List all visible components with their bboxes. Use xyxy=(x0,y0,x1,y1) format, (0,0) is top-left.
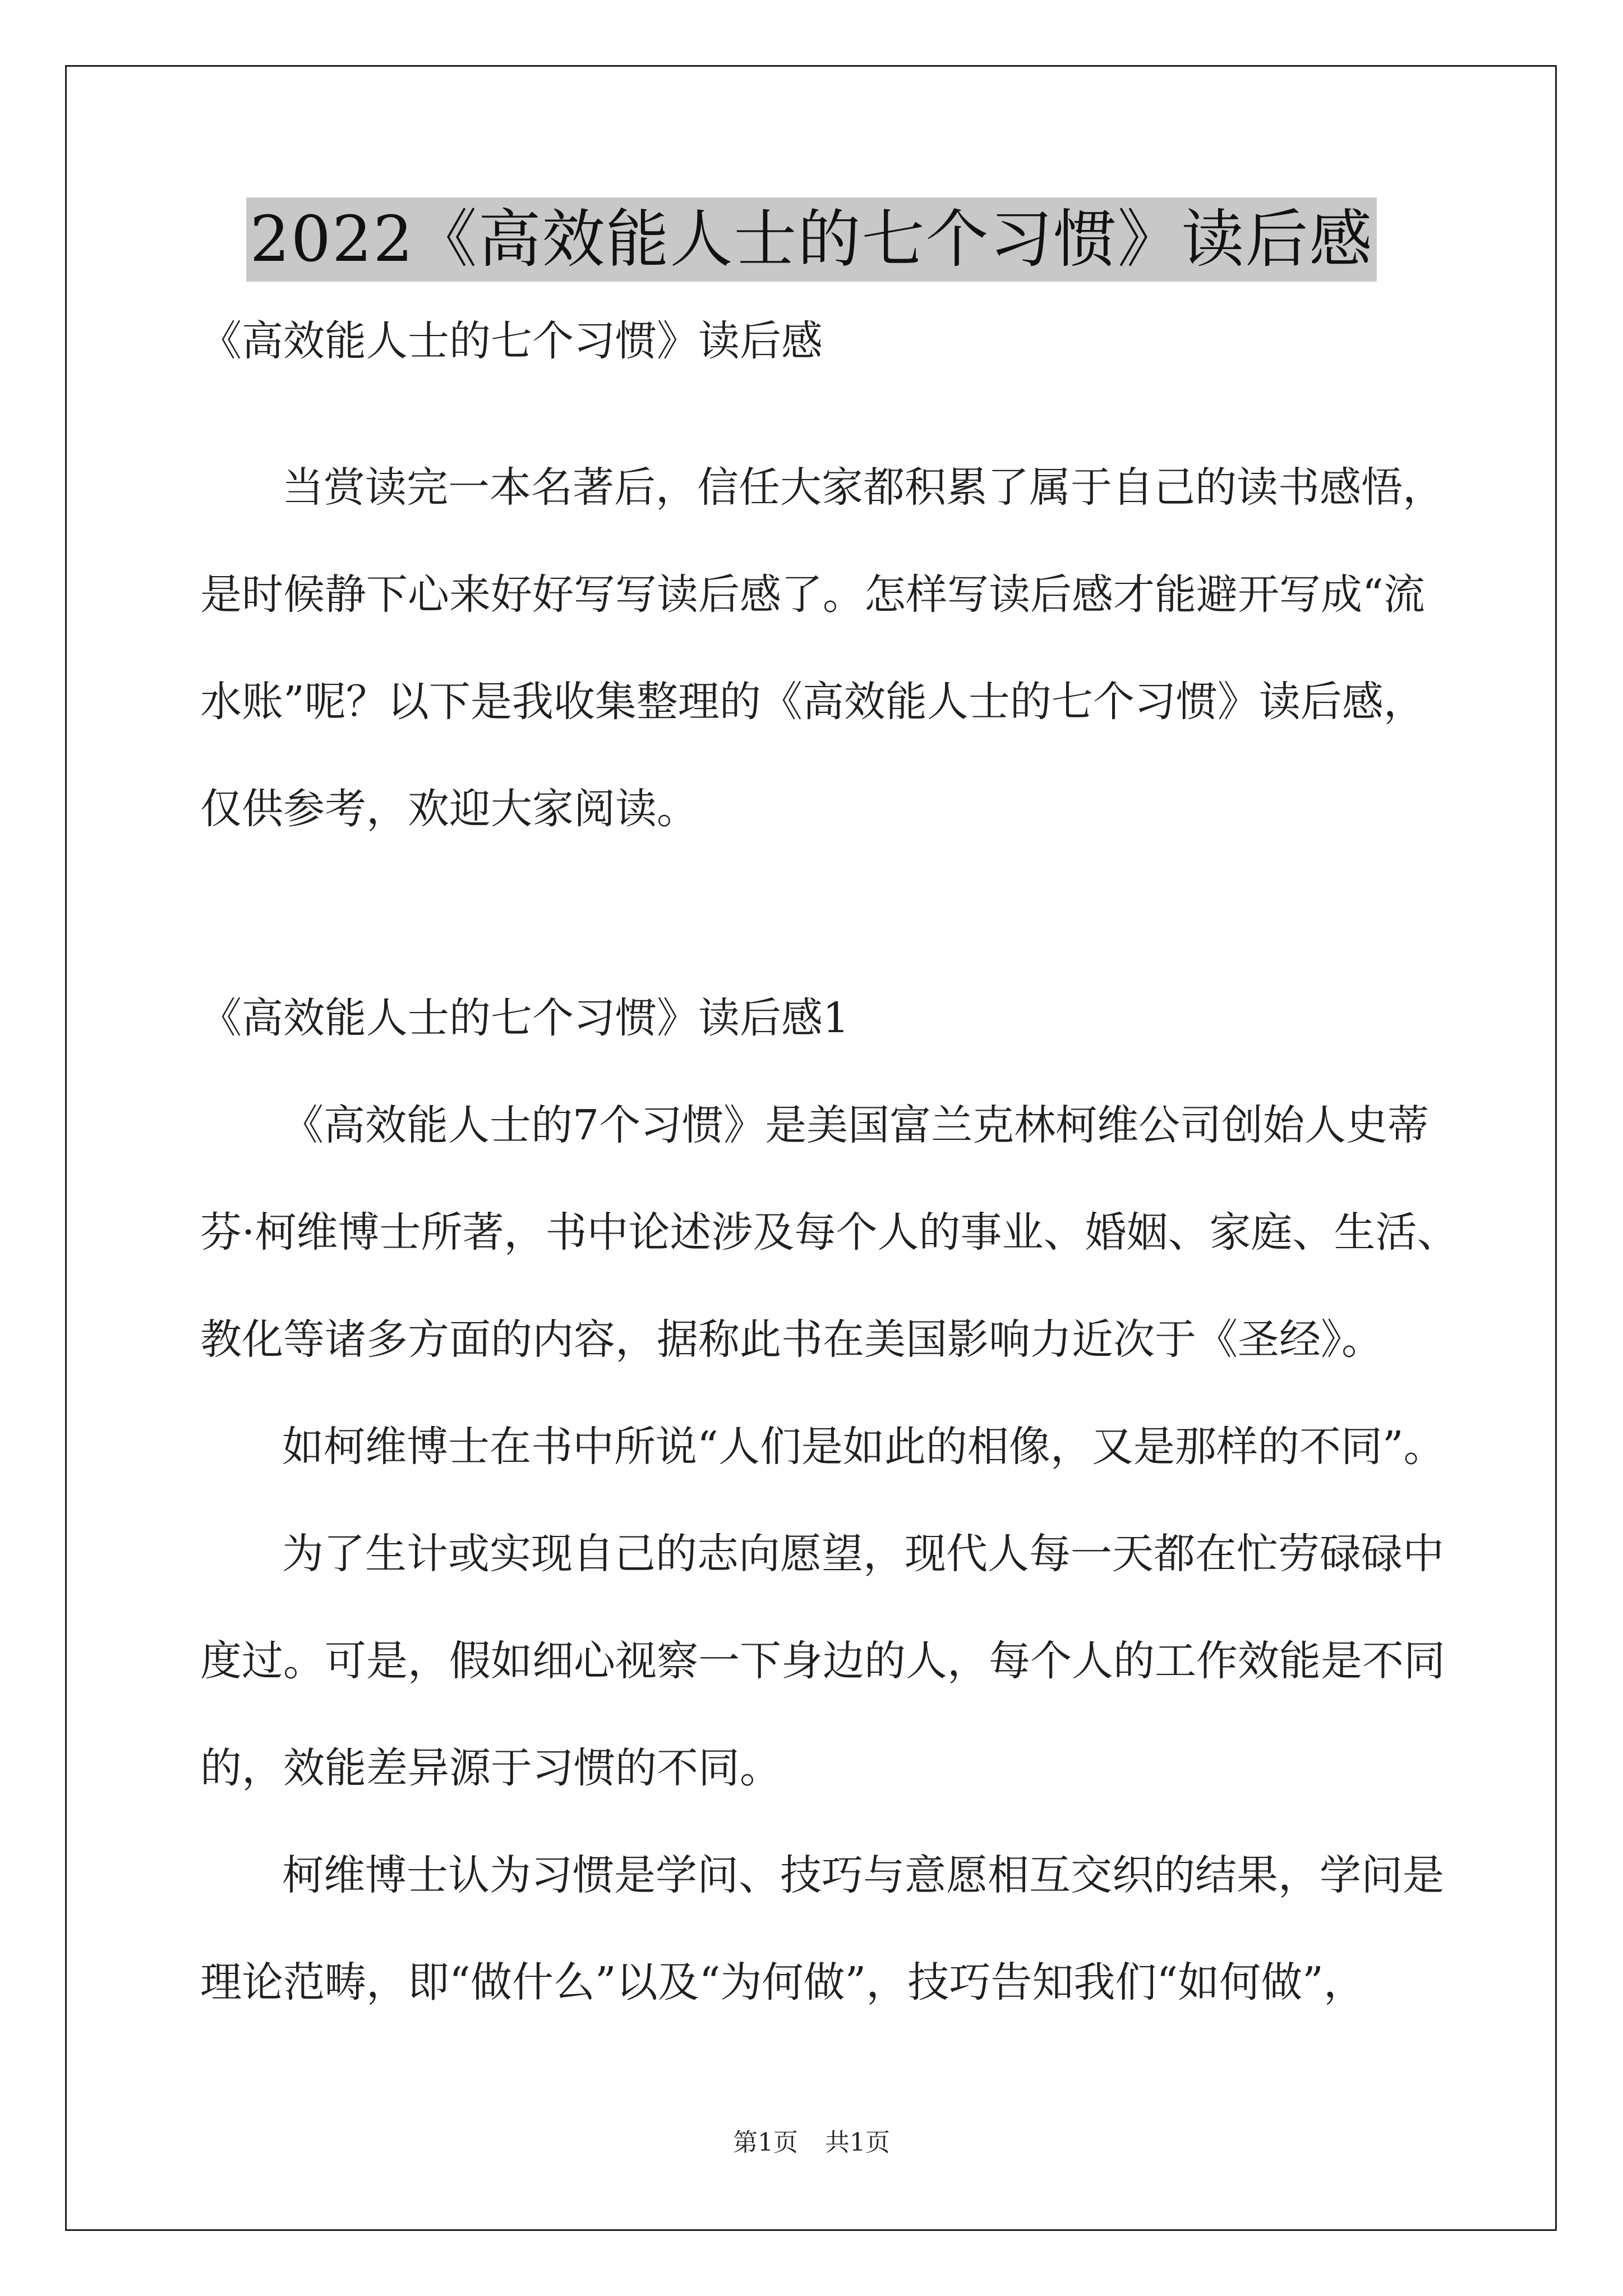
section-heading: 《高效能人士的七个习惯》读后感1 xyxy=(200,994,850,1042)
body-line: 度过。可是，假如细心视察一下身边的人，每个人的工作效能是不同 xyxy=(200,1637,1445,1685)
body-line: 《高效能人士的7个习惯》是美国富兰克林柯维公司创始人史蒂 xyxy=(282,1101,1430,1149)
intro-line: 仅供参考，欢迎大家阅读。 xyxy=(200,785,698,833)
body-line: 为了生计或实现自己的志向愿望，现代人每一天都在忙劳碌碌中 xyxy=(282,1530,1444,1578)
intro-line: 水账”呢？以下是我收集整理的《高效能人士的七个习惯》读后感， xyxy=(200,678,1425,726)
body-line: 理论范畴，即“做什么”以及“为何做”，技巧告知我们“如何做”， xyxy=(200,1958,1365,2007)
body-line: 的，效能差异源于习惯的不同。 xyxy=(200,1744,781,1792)
intro-line: 当赏读完一本名著后，信任大家都积累了属于自己的读书感悟， xyxy=(282,463,1444,512)
page-title: 2022《高效能人士的七个习惯》读后感 xyxy=(246,197,1376,282)
body-line: 如柯维博士在书中所说“人们是如此的相像，又是那样的不同”。 xyxy=(282,1423,1445,1471)
body-line: 教化等诸多方面的内容，据称此书在美国影响力近次于《圣经》。 xyxy=(200,1315,1383,1364)
title-container xyxy=(0,197,1623,282)
page-total: 共1页 xyxy=(825,2128,890,2157)
page-number: 第1页 xyxy=(733,2128,798,2157)
intro-line: 是时候静下心来好好写写读后感了。怎样写读后感才能避开写成“流 xyxy=(200,570,1425,619)
body-line: 柯维博士认为习惯是学问、技巧与意愿相互交织的结果，学问是 xyxy=(282,1851,1444,1899)
body-line: 芬·柯维博士所著，书中论述涉及每个人的事业、婚姻、家庭、生活、 xyxy=(200,1208,1459,1257)
page-footer xyxy=(0,2126,1623,2160)
subtitle: 《高效能人士的七个习惯》读后感 xyxy=(200,317,823,365)
